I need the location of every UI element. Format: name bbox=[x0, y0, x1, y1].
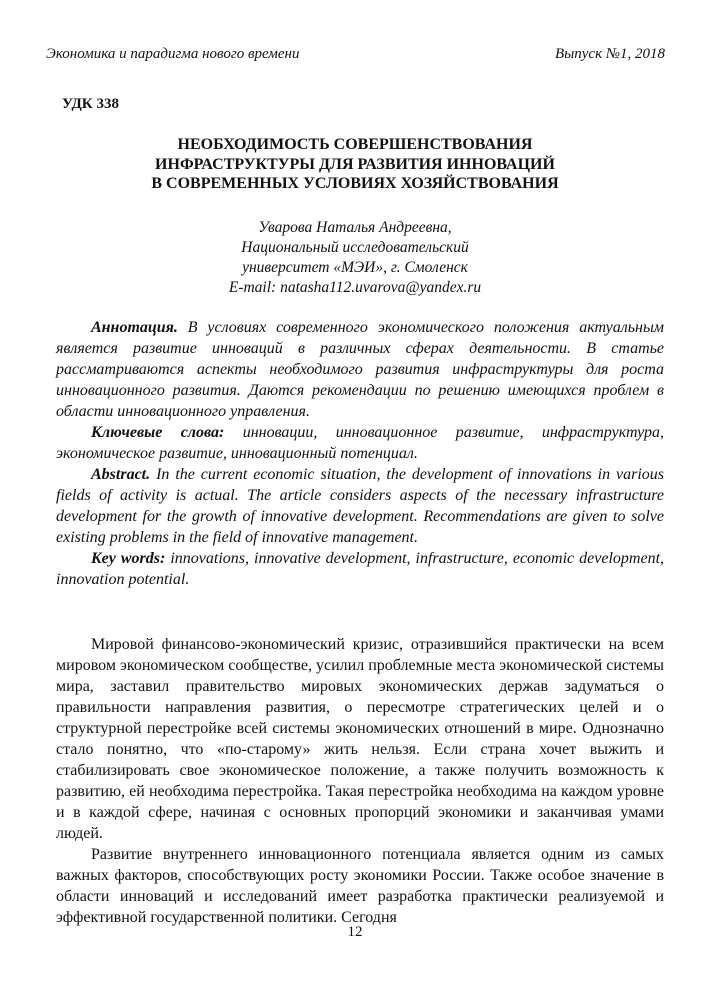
author-email: E-mail: natasha112.uvarova@yandex.ru bbox=[228, 278, 482, 296]
abstract-en-label: Abstract. bbox=[91, 465, 151, 483]
keywords-ru-label: Ключевые слова: bbox=[91, 423, 225, 441]
keywords-en-text: innovations, innovative development, infrastructure, economic development, innovation potential. bbox=[56, 549, 665, 588]
abstract-block bbox=[56, 317, 664, 590]
body-paragraph-1: Мировой финансово-экономический кризис, отразившийся практически на всем мировом экономическом сообществе, усилил проблемные места экономической системы мира, заставил правительство мировых экономических держав задуматься о правильности направления развития, о пересмотре стратегических целей и о структурной перестройке всей системы экономических отношений в мире. Однозначно стало понятно, что «по-старому» жить нельзя. Если страна хочет выжить и стабилизировать свое экономическое положение, а также получить возможность к развитию, ей необходима перестройка. Такая перестройка необходима на каждом уровне и в каждой сфере, начиная с основных пропорций экономики и заканчивая умами людей. bbox=[56, 635, 664, 842]
annotation-text: В условиях современного экономического положения актуальным является развитие инноваций в различных сферах деятельности. В статье рассматриваются аспекты необходимого развития инфраструктуры для роста инновационного развития. Даются рекомендации по решению имеющихся проблем в области инновационного управления. bbox=[56, 318, 664, 420]
issue-label: Выпуск №1, 2018 bbox=[554, 46, 665, 62]
keywords-ru-paragraph bbox=[56, 422, 664, 464]
abstract-en-text: In the current economic situation, the development of innovations in various fields of activity is actual. The article considers aspects of the necessary infrastructure development for the growth of innovative development. Recommendations are given to solve existing problems in the field of innovative management. bbox=[56, 465, 665, 546]
annotation-paragraph bbox=[56, 317, 664, 422]
body-block bbox=[56, 634, 664, 928]
keywords-en-label: Key words: bbox=[91, 549, 166, 567]
author-affiliation-line-2: университет «МЭИ», г. Смоленск bbox=[242, 258, 468, 276]
article-title-line-3: В СОВРЕМЕННЫХ УСЛОВИЯХ ХОЗЯЙСТВОВАНИЯ bbox=[151, 175, 559, 192]
author-name: Уварова Наталья Андреевна, bbox=[258, 218, 452, 236]
running-header bbox=[0, 0, 710, 62]
abstract-en-paragraph bbox=[56, 464, 664, 548]
keywords-en-paragraph bbox=[56, 548, 664, 590]
author-block bbox=[0, 218, 710, 298]
body-paragraph-2: Развитие внутреннего инновационного потенциала является одним из самых важных факторов, способствующих росту экономики России. Также особое значение в области инноваций и исследований имеет разработка практически реализуемой и эффективной государственной политики. Сегодня bbox=[56, 845, 664, 926]
article-title-line-1: НЕОБХОДИМОСТЬ СОВЕРШЕНСТВОВАНИЯ bbox=[177, 136, 533, 153]
article-title bbox=[0, 135, 710, 194]
keywords-ru-text: инновации, инновационное развитие, инфраструктура, экономическое развитие, инновационный потенциал. bbox=[56, 423, 665, 462]
udc-code: УДК 338 bbox=[62, 96, 119, 112]
journal-name: Экономика и парадигма нового времени bbox=[46, 46, 300, 62]
annotation-label: Аннотация. bbox=[91, 318, 178, 336]
author-affiliation-line-1: Национальный исследовательский bbox=[241, 238, 469, 256]
article-content bbox=[0, 317, 710, 928]
page-number: 12 bbox=[347, 924, 363, 940]
article-title-line-2: ИНФРАСТРУКТУРЫ ДЛЯ РАЗВИТИЯ ИННОВАЦИЙ bbox=[155, 155, 555, 173]
